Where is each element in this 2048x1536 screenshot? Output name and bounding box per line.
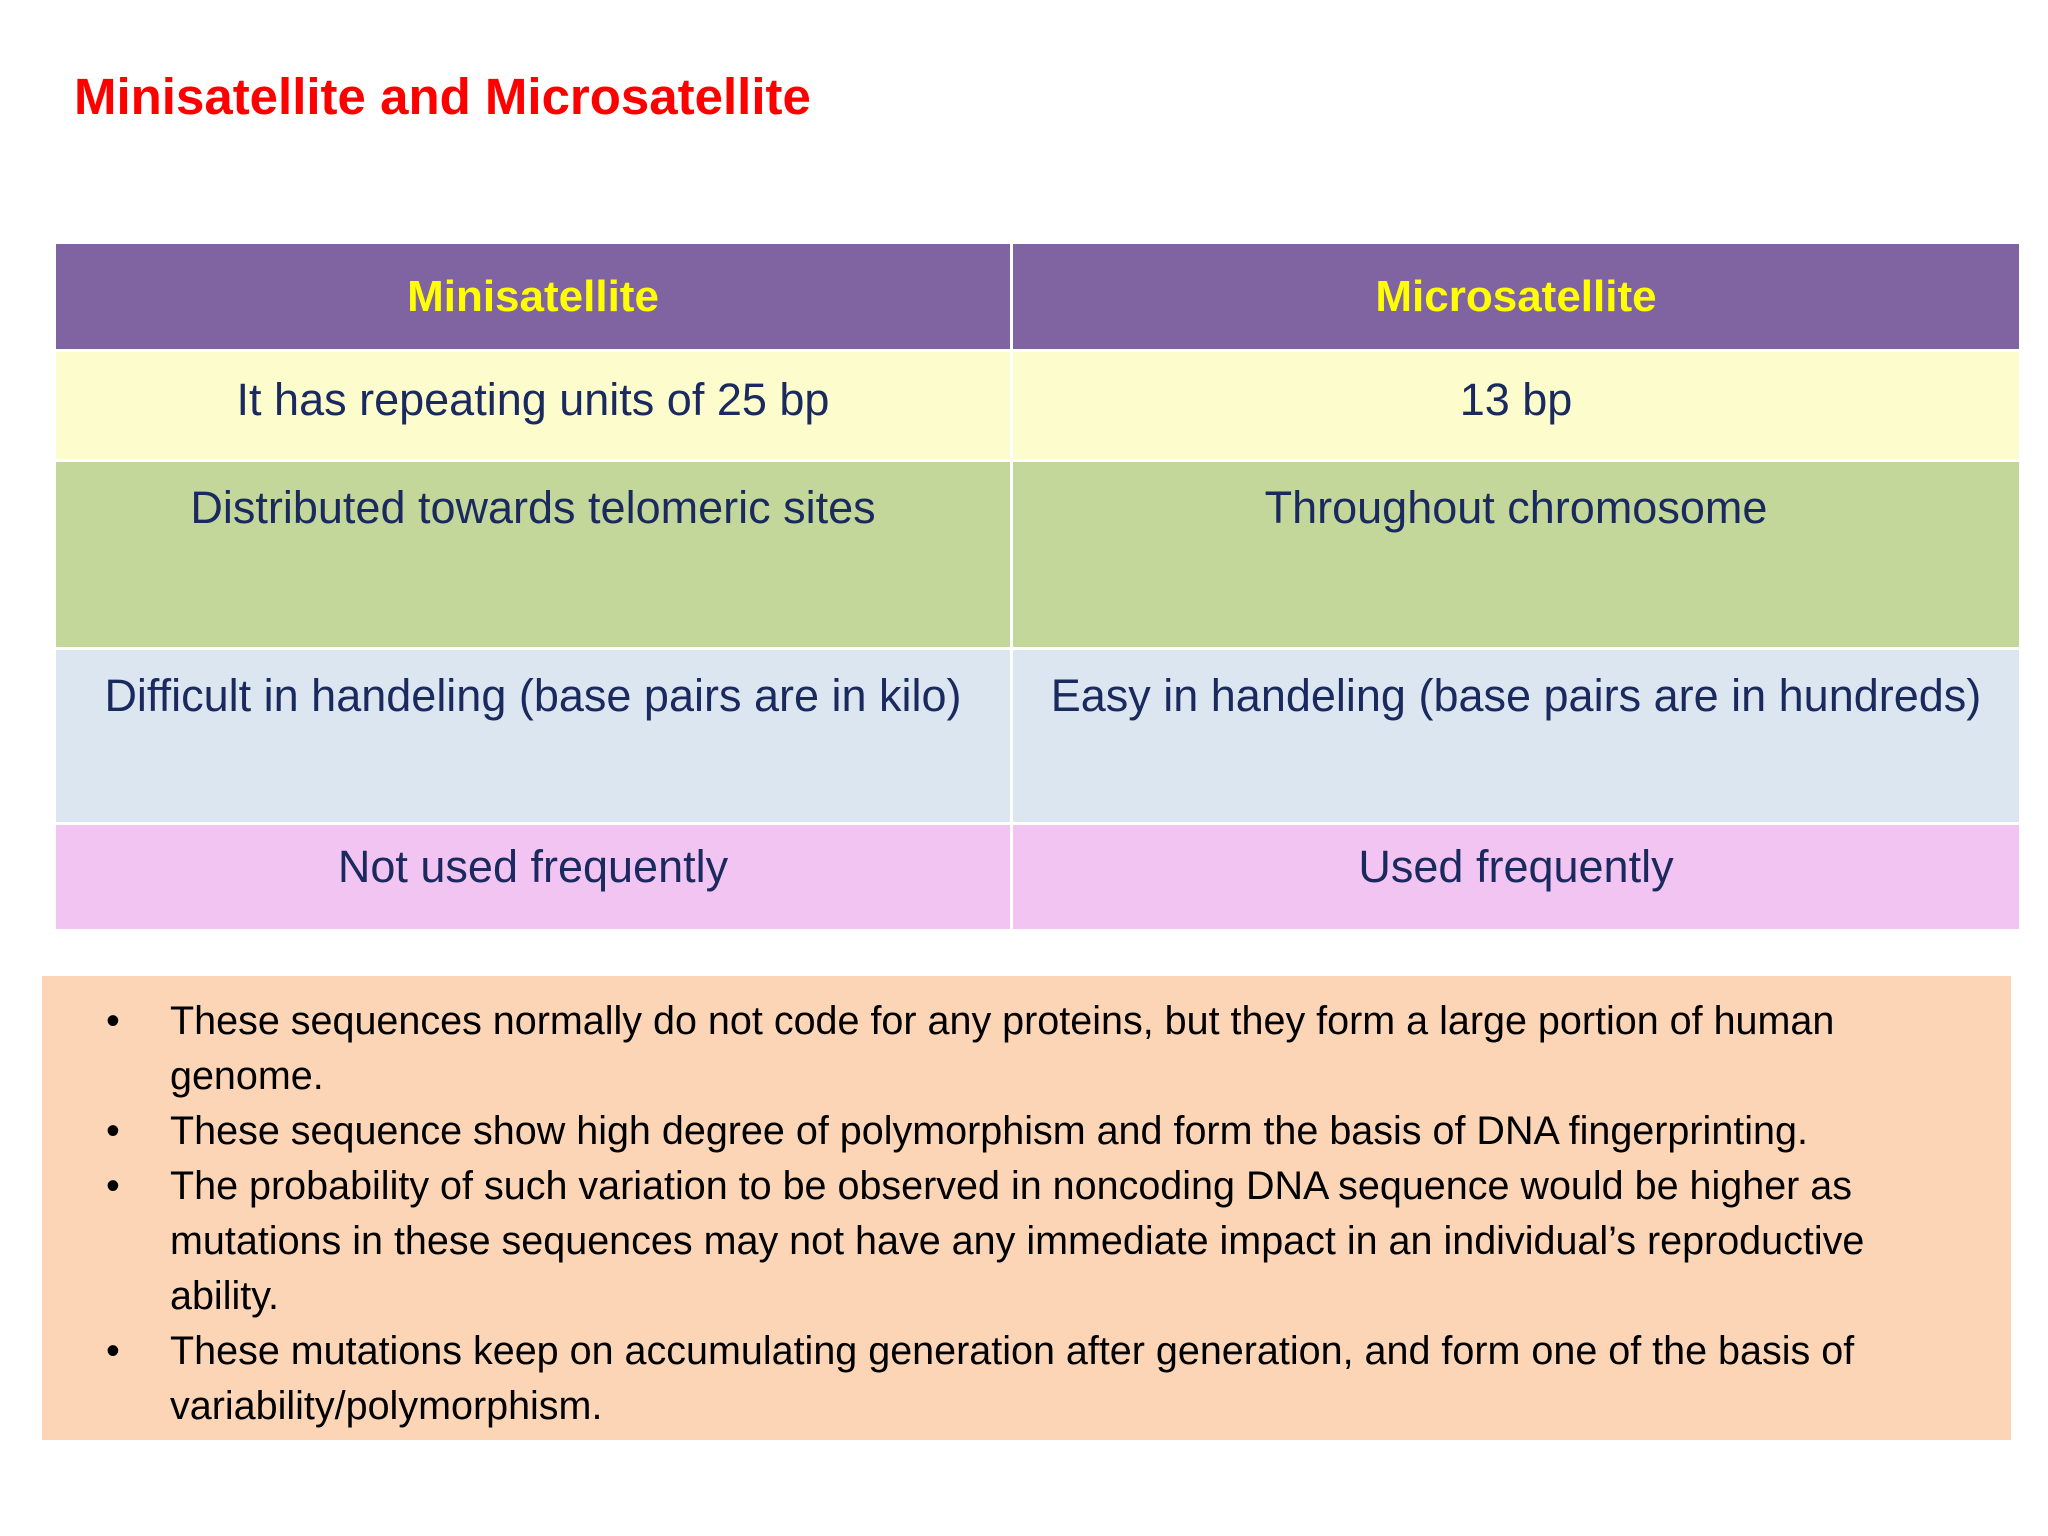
slide-title: Minisatellite and Microsatellite xyxy=(74,68,811,125)
bullet-icon: • xyxy=(106,1329,120,1373)
notes-box xyxy=(42,976,2011,1440)
table-row xyxy=(55,649,2021,824)
table-cell: Distributed towards telomeric sites xyxy=(55,461,1012,649)
comparison-table xyxy=(53,241,2022,932)
bullet-icon: • xyxy=(106,999,120,1043)
bullet-icon: • xyxy=(106,1164,120,1208)
table-cell: 13 bp xyxy=(1012,351,2021,461)
table-cell: Not used frequently xyxy=(55,824,1012,931)
list-item xyxy=(62,1159,1971,1324)
list-item-text: These mutations keep on accumulating generation after generation, and form one of the basis of variability/polymorphism. xyxy=(170,1329,1855,1428)
list-item-text: The probability of such variation to be observed in noncoding DNA sequence would be higher as mutations in these sequences may not have any immediate impact in an individual’s reproductive ability. xyxy=(170,1164,1865,1318)
list-item-text: These sequences normally do not code for any proteins, but they form a large portion of human genome. xyxy=(170,999,1835,1098)
list-item-text: These sequence show high degree of polymorphism and form the basis of DNA fingerprinting. xyxy=(170,1109,1808,1153)
table-row xyxy=(55,824,2021,931)
header-minisatellite: Minisatellite xyxy=(55,243,1012,351)
list-item xyxy=(62,1104,1971,1159)
table-row xyxy=(55,461,2021,649)
table-cell: Easy in handeling (base pairs are in hundreds) xyxy=(1012,649,2021,824)
list-item xyxy=(62,1324,1971,1434)
table-row xyxy=(55,351,2021,461)
bullet-icon: • xyxy=(106,1109,120,1153)
notes-list xyxy=(62,994,1971,1434)
table-header-row xyxy=(55,243,2021,351)
header-microsatellite: Microsatellite xyxy=(1012,243,2021,351)
list-item xyxy=(62,994,1971,1104)
table-cell: It has repeating units of 25 bp xyxy=(55,351,1012,461)
table-cell: Throughout chromosome xyxy=(1012,461,2021,649)
table-cell: Difficult in handeling (base pairs are in kilo) xyxy=(55,649,1012,824)
table-cell: Used frequently xyxy=(1012,824,2021,931)
